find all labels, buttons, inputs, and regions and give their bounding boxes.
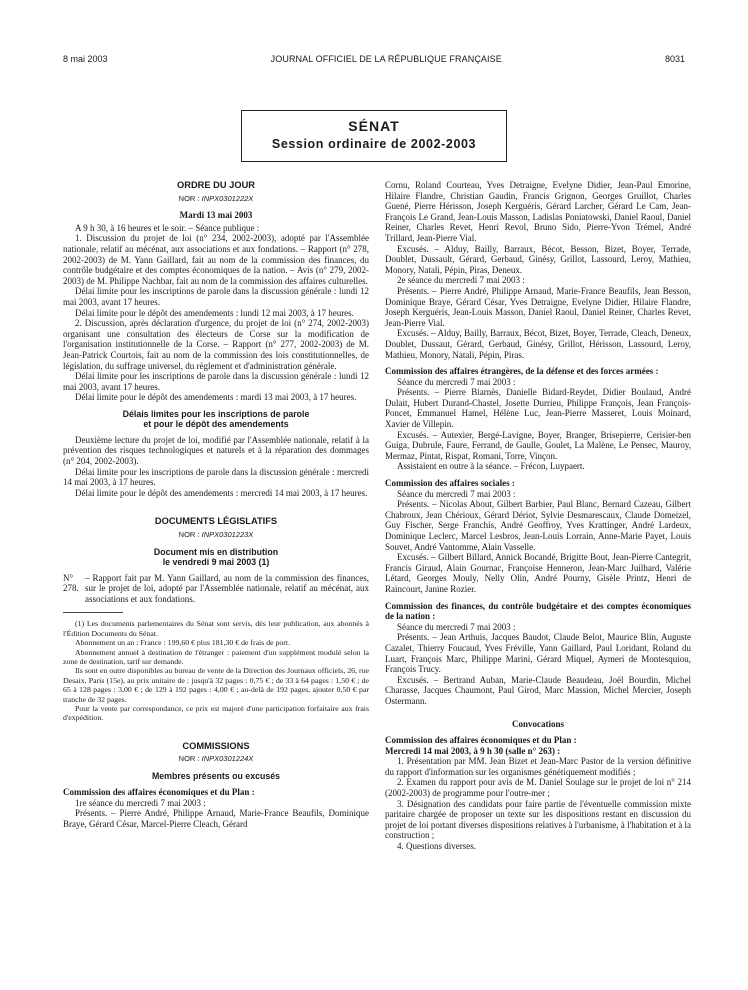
document-entry (63, 573, 369, 605)
convocation-item-3: 3. Désignation des candidats pour faire partie de l'éventuelle commission mixte paritaire chargée de proposer un texte sur les dispositions restant en discussion du projet de loi portant diverses dispositions relatives à l'urbanisme, à l'habitation et à la construction ; (385, 798, 691, 841)
commission-affaires-etrangeres-heading: Commission des affaires étrangères, de la défense et des forces armées : (385, 366, 659, 377)
convocation-date: Mercredi 14 mai 2003, à 9 h 30 (salle n° 263) : (385, 745, 561, 756)
senat-title: SÉNAT (348, 118, 400, 134)
presents-seance-2: Présents. – Pierre André, Philippe Arnaud, Marie-France Beaufils, Jean Besson, Dominique Braye, Gérard César, Yves Detraigne, Evelyne Didier, Hilaire Flandre, Joseph Kerguéris, Jean-Louis Masson, Daniel Raoul, Daniel Reiner, Charles Revet, Jean-Pierre Vial. (385, 285, 691, 328)
deuxieme-seance-line: 2e séance du mercredi 7 mai 2003 : (397, 275, 525, 286)
nor-label: NOR : (178, 754, 200, 764)
document-distribution-line-1: Document mis en distribution (153, 546, 279, 557)
ordre-du-jour-heading: ORDRE DU JOUR (177, 180, 255, 190)
footnote-abonnement: Abonnement un an : France : 199,60 € plus 181,30 € de frais de port. (75, 638, 291, 648)
deuxieme-lecture-text: Deuxième lecture du projet de loi, modifié par l'Assemblée nationale, relatif à la prévention des risques technologiques et naturels et à la réparation des dommages (n° 204, 2002-2003). (63, 434, 369, 467)
right-column (385, 180, 691, 852)
deuxieme-lecture-delai-parole: Délai limite pour les inscriptions de parole dans la discussion générale : mercredi 14 mai 2003, à 17 heures. (63, 466, 369, 488)
delais-heading-line-2: et pour le dépôt des amendements (143, 418, 289, 429)
left-column (63, 180, 369, 829)
item-2-delai-parole: Délai limite pour les inscriptions de parole dans la discussion générale : lundi 12 mai 2003, avant 17 heures. (63, 371, 369, 392)
footnote-1: (1) Les documents parlementaires du Sénat sont servis, dès leur publication, aux abonnés à l'Édition Documents du Sénat. (63, 619, 369, 638)
nor-label: NOR : (178, 193, 200, 203)
commissions-heading: COMMISSIONS (182, 740, 250, 751)
premiere-seance-line: 1re séance du mercredi 7 mai 2003 : (75, 797, 206, 808)
finances-seance: Séance du mercredi 7 mai 2003 : (397, 621, 516, 632)
deuxieme-lecture-delai-amendements: Délai limite pour le dépôt des amendements : mercredi 14 mai 2003, à 17 heures. (75, 487, 368, 498)
commission-finances-heading: Commission des finances, du contrôle budgétaire et des comptes économiques de la nation : (385, 600, 691, 622)
affaires-etrangeres-excuses: Excusés. – Autexier, Bergé-Lavigne, Boyer, Branger, Brisepierre, Cerisier-ben Guiga, Dubrule, Faure, Ferrand, de Gaulle, Goulet, La Malène, Le Pensec, Mauroy, Mermaz, Pintat, Rispat, Romani, Torre, Vinçon. (385, 429, 691, 461)
footnote-divider (63, 612, 123, 613)
convocation-item-1: 1. Présentation par MM. Jean Bizet et Jean-Marc Pastor de la version définitive du rapport d'information sur les organismes génétiquement modifiés ; (385, 756, 691, 777)
footnotes (63, 619, 369, 722)
affaires-etrangeres-seance: Séance du mercredi 7 mai 2003 : (397, 376, 516, 387)
footnote-prix: Ils sont en outre disponibles au bureau de vente de la Direction des Journaux officiels, 26, rue Desaix, Paris (15e), au prix unitaire de : jusqu'à 32 pages : 0,75 € ; de 33 à 64 pages : 1,50 € ; de 65 à 128 pages : 3,00 € ; de 129 à 192 pages : 4,00 € ; au-delà de 192 pages, ajouter 0,50 € par tranche de 32 pages. (63, 666, 369, 704)
convocation-item-4: 4. Questions diverses. (397, 841, 476, 852)
documents-heading: DOCUMENTS LÉGISLATIFS (154, 516, 278, 527)
footnote-correspondance: Pour la vente par correspondance, ce prix est majoré d'une participation forfaitaire aux frais d'expédition. (63, 704, 369, 723)
nor-code: INPX0301223X (201, 530, 254, 540)
document-description: – Rapport fait par M. Yann Gaillard, au nom de la commission des finances, sur le projet de loi, adopté par l'Assemblée nationale, relatif au mécénat, aux associations et aux fondations. (85, 572, 369, 604)
ordre-date: Mardi 13 mai 2003 (179, 210, 253, 221)
nor-label: NOR : (178, 530, 200, 540)
membres-heading: Membres présents ou excusés (151, 771, 281, 782)
page-number: 8031 (664, 54, 685, 64)
presents-list-continued: Cornu, Roland Courteau, Yves Detraigne, Evelyne Didier, Jean-Paul Emorine, Hilaire Flandre, Christian Gaudin, Francis Grignon, Georges Gruillot, Charles Guené, Pierre Hérisson, Joseph Kerguéris, Gérard Larcher, Gérard Le Cam, Jean-François Le Grand, Jean-Louis Masson, Ladislas Poniatowski, Daniel Raoul, Daniel Reiner, Charles Revet, Henri Revol, Bruno Sido, Pierre-Yvon Trémel, André Trillard, Jean-Pierre Vial. (385, 180, 691, 243)
convocations-heading: Convocations (511, 718, 564, 729)
excuses-seance-2: Excusés. – Alduy, Bailly, Barraux, Bécot, Bizet, Boyer, Terrade, Cleach, Deneux, Doublet, Dussaut, Gérard, Gerbaud, Ginésy, Grillot, Hérisson, Lassourd, Leroy, Mathieu, Monory, Natali, Pépin, Piras. (385, 328, 691, 360)
commissions-nor-line (63, 754, 369, 765)
page-header (63, 52, 685, 66)
item-2-text: 2. Discussion, après déclaration d'urgence, du projet de loi (n° 274, 2002-2003) organisant une consultation des électeurs de Corse sur la modification de l'organisation institutionnelle de la Corse. – Rapport (n° 277, 2002-2003) de M. Jean-Patrick Courtois, fait au nom de la commission des lois constitutionnelles, de législation, du suffrage universel, du règlement et d'administration générale. (63, 318, 369, 371)
journal-title: JOURNAL OFFICIEL DE LA RÉPUBLIQUE FRANÇAISE (270, 54, 502, 64)
footnote-etranger: Abonnement annuel à destination de l'étranger : paiement d'un supplément modulé selon la zone de destination, tarif sur demande. (63, 647, 369, 667)
excuses-seance-1: Excusés. – Alduy, Bailly, Barraux, Bécot, Besson, Bizet, Boyer, Terrade, Doublet, Dussault, Gérard, Gerbaud, Ginésy, Grillot, Lassourd, Leroy, Mathieu, Monory, Natali, Pépin, Piras, Deneux. (385, 243, 691, 275)
commission-affaires-sociales-heading: Commission des affaires sociales : (385, 478, 515, 489)
presents-list-start: Présents. – Pierre André, Philippe Arnaud, Marie-France Beaufils, Dominique Braye, Gérard César, Marcel-Pierre Cleach, Gérard (63, 808, 369, 829)
senat-title-box (241, 110, 507, 162)
item-1-delai-amendements: Délai limite pour le dépôt des amendements : lundi 12 mai 2003, à 17 heures. (75, 307, 354, 318)
item-1-delai-parole: Délai limite pour les inscriptions de parole dans la discussion générale : lundi 12 mai 2003, avant 17 heures. (63, 286, 369, 307)
finances-presents: Présents. – Jean Arthuis, Jacques Baudot, Claude Belot, Maurice Blin, Auguste Cazalet, Thierry Foucaud, Yves Fréville, Yann Gaillard, Paul Loridant, Roland du Luart, François Marc, Philippe Marini, Gérard Miquel, Aymeri de Montesquiou, François Trucy. (385, 632, 691, 675)
convocation-item-2: 2. Examen du rapport pour avis de M. Daniel Soulage sur le projet de loi n° 214 (2002-2003) de programme pour l'outre-mer ; (385, 777, 691, 799)
documents-nor-line (63, 530, 369, 541)
seance-time: A 9 h 30, à 16 heures et le soir. – Séance publique : (75, 222, 260, 233)
affaires-sociales-seance: Séance du mercredi 7 mai 2003 : (397, 488, 516, 499)
item-1-text: 1. Discussion du projet de loi (n° 234, 2002-2003), adopté par l'Assemblée nationale, relatif au mécénat, aux associations et aux fondations. – Rapport (n° 278, 2002-2003) de M. Yann Gaillard, fait au nom de la commission des finances, du contrôle budgétaire et des comptes économiques de la nation. – Avis (n° 279, 2002-2003) de M. Philippe Nachbar, fait au nom de la commission des affaires culturelles. (63, 233, 369, 286)
affaires-etrangeres-presents: Présents. – Pierre Biarnès, Danielle Bidard-Reydet, Didier Boulaud, André Dulait, Hubert Durand-Chastel, Josette Durrieu, Philippe François, Jean François-Poncet, Emmanuel Hamel, Hélène Luc, Jean-Pierre Masseret, Louis Moinard, Xavier de Villepin. (385, 387, 691, 430)
session-subtitle: Session ordinaire de 2002-2003 (271, 137, 477, 151)
nor-code: INPX0301224X (201, 754, 254, 764)
ordre-nor-line (63, 194, 369, 205)
item-2-delai-amendements: Délai limite pour le dépôt des amendements : mardi 13 mai 2003, à 17 heures. (75, 392, 357, 403)
header-date: 8 mai 2003 (63, 54, 108, 64)
finances-excuses: Excusés. – Bertrand Auban, Marie-Claude Beaudeau, Joël Bourdin, Michel Charasse, Jacques Chaumont, Paul Girod, Marc Massion, Michel Mercier, Joseph Ostermann. (385, 674, 691, 706)
delais-heading-line-1: Délais limites pour les inscriptions de parole (122, 408, 310, 419)
affaires-sociales-presents: Présents. – Nicolas About, Gilbert Barbier, Paul Blanc, Bernard Cazeau, Gilbert Chabroux, Jean Chérioux, Gérard Dériot, Sylvie Desmarescaux, Claude Domeizel, Guy Fischer, Serge Franchis, André Geoffroy, Yves Krattinger, André Lardeux, Dominique Leclerc, Marcel Lesbros, Jean-Louis Lorrain, Anne-Marie Payet, Louis Souvet, André Vantomme, Alain Vasselle. (385, 499, 691, 552)
document-distribution-line-2: le vendredi 9 mai 2003 (1) (162, 556, 270, 567)
convocation-commission-heading: Commission des affaires économiques et du Plan : (385, 735, 577, 746)
nor-code: INPX0301222X (201, 193, 254, 203)
affaires-sociales-excuses: Excusés. – Gilbert Billard, Annick Bocandé, Brigitte Bout, Jean-Pierre Cantegrit, Francis Giraud, Alain Gournac, Françoise Henneron, Jean-Marc Juilhard, Valérie Létard, Georges Mouly, Nelly Olin, André Pourny, Gisèle Printz, Henri de Raincourt, Janine Rozier. (385, 552, 691, 594)
commission-affaires-economiques-heading: Commission des affaires économiques et du Plan : (63, 787, 255, 798)
assistaient-en-outre: Assistaient en outre à la séance. – Frécon, Luypaert. (397, 461, 585, 472)
document-number: N° 278. (63, 572, 79, 594)
